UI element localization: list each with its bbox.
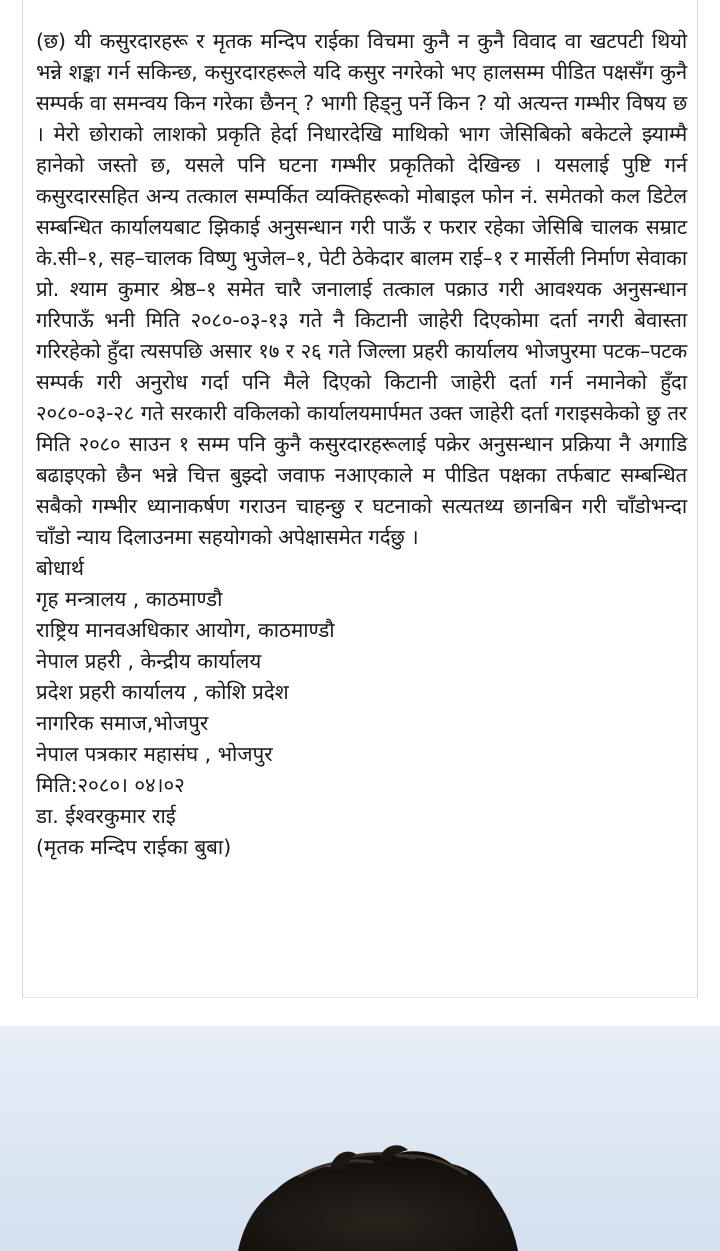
- signatory-relation: (मृतक मन्दिप राईका बुबा): [36, 835, 232, 859]
- cc-title: बोधार्थ: [36, 556, 85, 580]
- letter-date: मिति:२०८०। ०४।०२: [36, 773, 185, 797]
- cc-item: राष्ट्रिय मानवअधिकार आयोग, काठमाण्डौ: [36, 618, 335, 642]
- person-photo-graphic: [0, 1026, 720, 1251]
- cc-item: नेपाल पत्रकार महासंघ , भोजपुर: [36, 742, 273, 766]
- signatory-name: डा. ईश्वरकुमार राई: [36, 804, 176, 828]
- cc-item: नेपाल प्रहरी , केन्द्रीय कार्यालय: [36, 649, 262, 673]
- photo[interactable]: [0, 1026, 720, 1251]
- cc-item: नागरिक समाज,भोजपुर: [36, 711, 209, 735]
- content-separator: [0, 998, 720, 1026]
- letter-document: [22, 0, 698, 998]
- letter-body: (छ) यी कसुरदारहरू र मृतक मन्दिप राईका विचमा कुनै न कुनै विवाद वा खटपटी थियो भन्ने शङ्का गर्न सकिन्छ, कसुरदारहरूले यदि कसुर नगरेको भए हालसम्म पीडित पक्षसँग कुनै सम्पर्क वा समन्वय किन गरेका छैनन् ? भागी हिड्नु पर्ने किन ? यो अत्यन्त गम्भीर विषय छ । मेरो छोराको लाशको प्रकृति हेर्दा निधारदेखि माथिको भाग जेसिबिको बकेटले झ्याम्मै हानेको जस्तो छ, यसले पनि घटना गम्भीर प्रकृतिको देखिन्छ । यसलाई पुष्टि गर्न कसुरदारसहित अन्य तत्काल सम्पर्कित व्यक्तिहरूको मोबाइल फोन नं. समेतको कल डिटेल सम्बन्धित कार्यालयबाट झिकाई अनुसन्धान गरी पाऊँ र फरार रहेका जेसिबि चालक सम्राट के.सी–१, सह–चालक विष्णु भुजेल–१, पेटी ठेकेदार बालम राई–१ र मार्सेली निर्माण सेवाका प्रो. श्याम कुमार श्रेष्ठ–१ समेत चारै जनालाई तत्काल पक्राउ गरी आवश्यक अनुसन्धान गरिपाऊँ भनी मिति २०८०-०३-१३ गते नै किटानी जाहेरी दिएकोमा दर्ता नगरी बेवास्ता गरिरहेको हुँदा त्यसपछि असार १७ र २६ गते जिल्ला प्रहरी कार्यालय भोजपुरमा पटक–पटक सम्पर्क गरी अनुरोध गर्दा पनि मैले दिएको किटानी जाहेरी दर्ता गर्न नमानेको हुँदा २०८०-०३-२८ गते सरकारी वकिलको कार्यालयमार्पमत उक्त जाहेरी दर्ता गराइसकेको छु तर मिति २०८० साउन १ सम्म पनि कुनै कसुरदारहरूलाई पक्रेर अनुसन्धान प्रक्रिया नै अगाडि बढाइएको छैन भन्ने चित्त बुझ्दो जवाफ नआएकाले म पीडित पक्षका तर्फबाट सम्बन्धित सबैको गम्भीर ध्यानाकर्षण गराउन चाहन्छु र घटनाको सत्यतथ्य छानबिन गरी चाँडोभन्दा चाँडो न्याय दिलाउनमा सहयोगको अपेक्षासमेत गर्दछु ।: [36, 29, 687, 549]
- cc-item: गृह मन्त्रालय , काठमाण्डौ: [36, 587, 223, 611]
- cc-list: [36, 584, 687, 770]
- cc-item: प्रदेश प्रहरी कार्यालय , कोशि प्रदेश: [36, 680, 289, 704]
